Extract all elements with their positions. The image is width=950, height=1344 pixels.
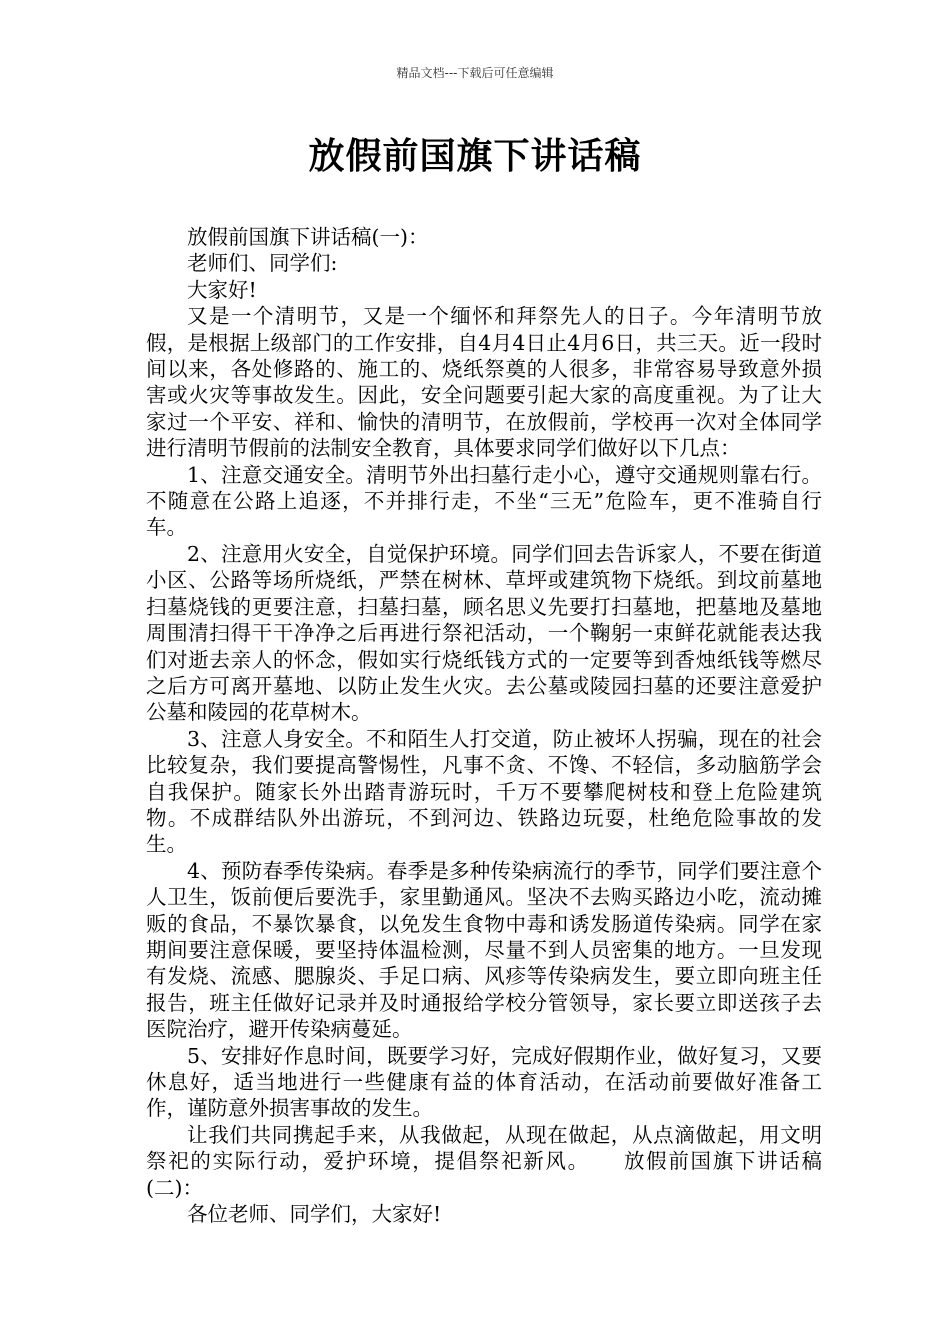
paragraph: 3、注意人身安全。不和陌生人打交道，防止被坏人拐骗，现在的社会比较复杂，我们要提高警惕性，凡事不贪、不馋、不轻信，多动脑筋学会自我保护。随家长外出踏青游玩时，千万不要攀爬树枝和登上危险建筑物。不成群结队外出游玩，不到河边、铁路边玩耍，杜绝危险事故的发生。: [146, 726, 822, 857]
paragraph: 让我们共同携起手来，从我做起，从现在做起，从点滴做起，用文明祭祀的实际行动，爱护环境，提倡祭祀新风。 放假前国旗下讲话稿(二)：: [146, 1122, 822, 1200]
paragraph: 又是一个清明节，又是一个缅怀和拜祭先人的日子。今年清明节放假，是根据上级部门的工作安排，自4月4日止4月6日，共三天。近一段时间以来，各处修路的、施工的、烧纸祭奠的人很多，非常容易导致意外损害或火灾等事故发生。因此，安全问题要引起大家的高度重视。为了让大家过一个平安、祥和、愉快的清明节，在放假前，学校再一次对全体同学进行清明节假前的法制安全教育，具体要求同学们做好以下几点：: [146, 304, 822, 461]
paragraph: 放假前国旗下讲话稿(一)：: [187, 225, 429, 249]
document-title: 放假前国旗下讲话稿: [308, 136, 642, 177]
paragraph: 2、注意用火安全，自觉保护环境。同学们回去告诉家人，不要在街道小区、公路等场所烧纸，严禁在树林、草坪或建筑物下烧纸。到坟前墓地扫墓烧钱的更要注意，扫墓扫墓，顾名思义先要打扫墓地，把墓地及墓地周围清扫得干干净净之后再进行祭祀活动，一个鞠躬一束鲜花就能表达我们对逝去亲人的怀念，假如实行烧纸钱方式的一定要等到香烛纸钱等燃尽之后方可离开墓地、以防止发生火灾。去公墓或陵园扫墓的还要注意爱护公墓和陵园的花草树木。: [146, 541, 822, 725]
paragraph: 1、注意交通安全。清明节外出扫墓行走小心，遵守交通规则靠右行。不随意在公路上追逐，不并排行走，不坐“三无”危险车，更不准骑自行车。: [146, 462, 822, 540]
paragraph: 老师们、同学们:: [187, 251, 338, 276]
paragraph: 各位老师、同学们，大家好!: [187, 1202, 442, 1227]
paragraph: 5、安排好作息时间，既要学习好，完成好假期作业，做好复习，又要休息好，适当地进行一些健康有益的体育活动，在活动前要做好准备工作，谨防意外损害事故的发生。: [146, 1043, 822, 1121]
paragraph: 大家好!: [187, 277, 257, 302]
paragraph: 4、预防春季传染病。春季是多种传染病流行的季节，同学们要注意个人卫生，饭前便后要洗手，家里勤通风。坚决不去购买路边小吃，流动摊贩的食品，不暴饮暴食，以免发生食物中毒和诱发肠道传染病。同学在家期间要注意保暖，要坚持体温检测，尽量不到人员密集的地方。一旦发现有发烧、流感、腮腺炎、手足口病、风疹等传染病发生，要立即向班主任报告，班主任做好记录并及时通报给学校分管领导，家长要立即送孩子去医院治疗，避开传染病蔓延。: [146, 858, 822, 1042]
page-header: 精品文档---下载后可任意编辑: [396, 66, 554, 80]
document-body: [146, 224, 822, 1227]
